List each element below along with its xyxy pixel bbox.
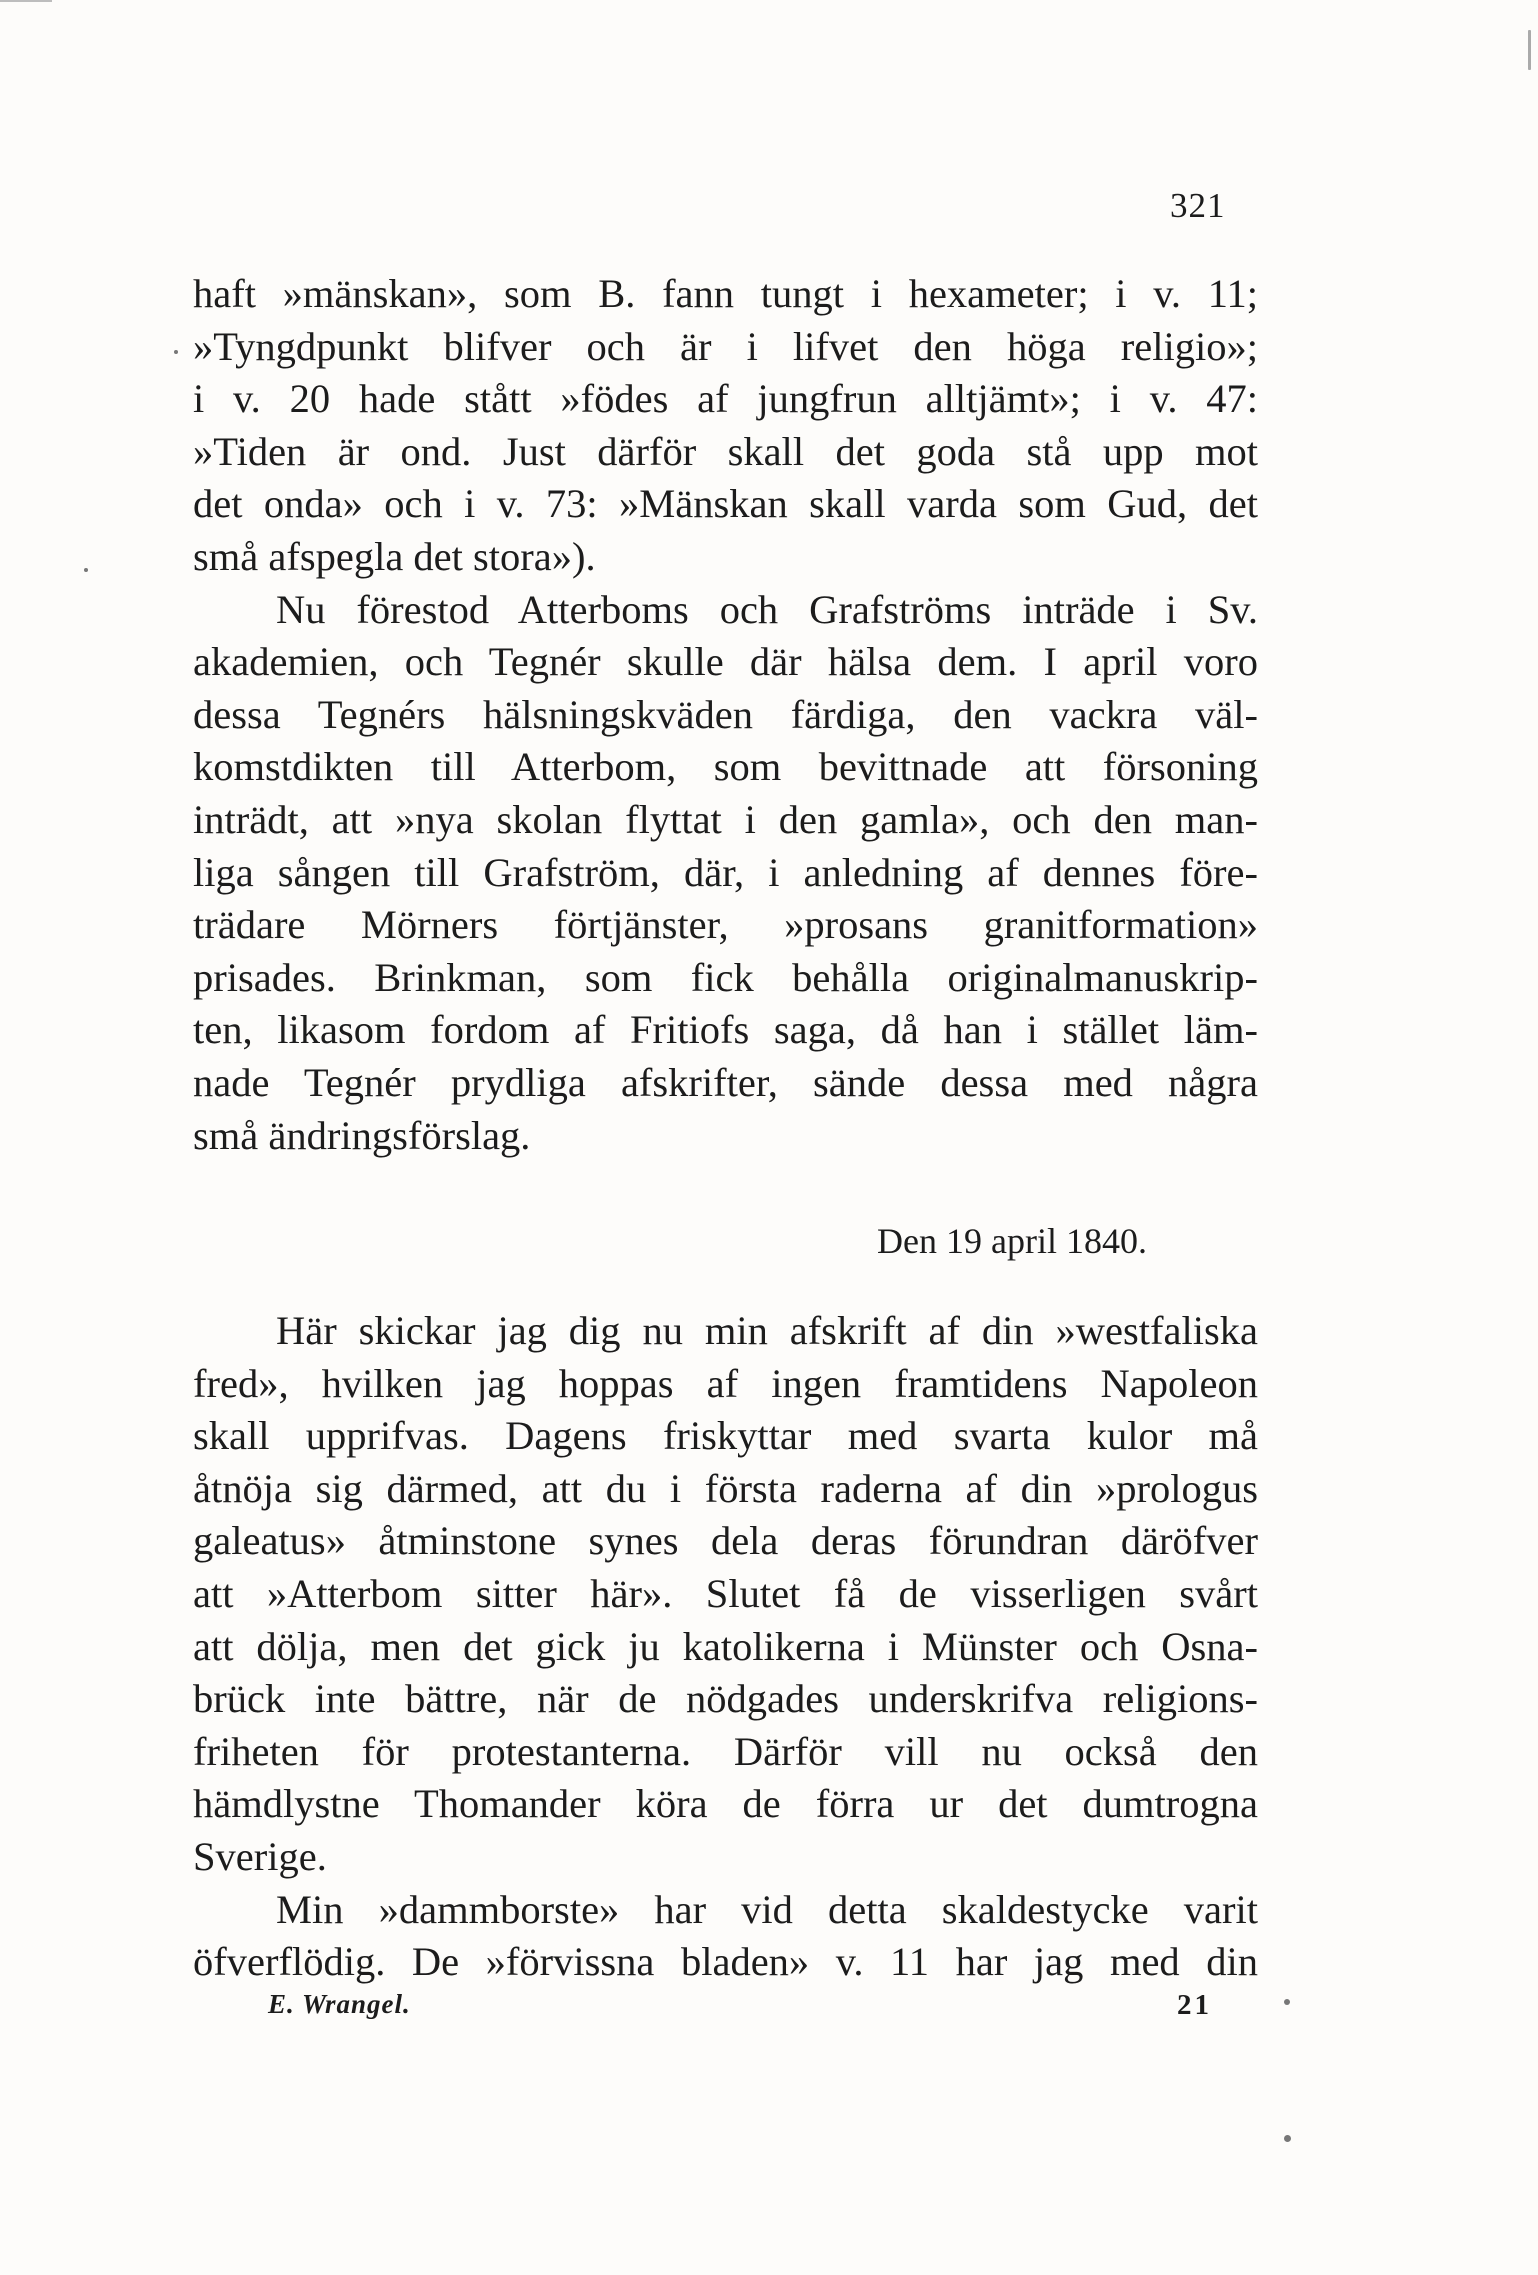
text-line: Sverige. xyxy=(193,1833,327,1879)
paper-speck xyxy=(174,350,178,354)
text-line: brück inte bättre, när de nödgades underskrifva religions- xyxy=(193,1676,1258,1722)
text-line: »Tiden är ond. Just därför skall det goda stå upp mot xyxy=(193,428,1258,474)
text-line: att »Atterbom sitter här». Slutet få de visserligen svårt xyxy=(193,1570,1258,1616)
text-line: hämdlystne Thomander köra de förra ur det dumtrogna xyxy=(193,1781,1258,1827)
text-line: Här skickar jag dig nu min afskrift af din »westfaliska xyxy=(276,1308,1258,1353)
text-line: i v. 20 hade stått »födes af jungfrun alltjämt»; i v. 47: xyxy=(193,376,1258,422)
letter-text-block xyxy=(193,1305,1258,1989)
text-line: inträdt, att »nya skolan flyttat i den gamla», och den man- xyxy=(193,796,1258,842)
printer-signature-mark: E. Wrangel. xyxy=(268,1989,411,2019)
paper-speck xyxy=(1284,1999,1290,2005)
text-line: friheten för protestanterna. Därför vill nu också den xyxy=(193,1728,1258,1774)
text-line: »Tyngdpunkt blifver och är i lifvet den höga religio»; xyxy=(193,323,1258,369)
text-line: små ändringsförslag. xyxy=(193,1112,531,1158)
text-line: komstdikten till Atterbom, som bevittnade att försoning xyxy=(193,744,1258,790)
paragraph-hexameter-notes xyxy=(193,268,1258,584)
page-number: 321 xyxy=(1170,186,1226,225)
text-line: åtnöja sig därmed, att du i första raderna af din »prologus xyxy=(193,1465,1258,1511)
text-line: Min »dammborste» har vid detta skaldestycke varit xyxy=(276,1886,1258,1932)
text-line: akademien, och Tegnér skulle där hälsa dem. I april voro xyxy=(193,639,1258,685)
paragraph-academy-entry xyxy=(193,584,1258,1163)
sheet-number: 21 xyxy=(1177,1989,1212,2021)
text-line: haft »mänskan», som B. fann tungt i hexameter; i v. 11; xyxy=(193,271,1258,316)
main-text-block xyxy=(193,268,1258,1162)
top-edge-rule xyxy=(0,0,52,2)
paper-speck xyxy=(1284,2135,1291,2142)
text-line: fred», hvilken jag hoppas af ingen framtidens Napoleon xyxy=(193,1360,1258,1406)
text-line: att dölja, men det gick ju katolikerna i Münster och Osna- xyxy=(193,1623,1258,1669)
paper-speck xyxy=(84,568,88,572)
text-line: nade Tegnér prydliga afskrifter, sände dessa med några xyxy=(193,1059,1258,1105)
text-line: små afspegla det stora»). xyxy=(193,533,596,579)
text-line: dessa Tegnérs hälsningskväden färdiga, den vackra väl- xyxy=(193,691,1258,737)
paper-speck xyxy=(1528,30,1531,70)
text-line: ten, likasom fordom af Fritiofs saga, då han i stället läm- xyxy=(193,1007,1258,1053)
paragraph-letter-dust-brush xyxy=(193,1884,1258,1989)
letter-dateline: Den 19 april 1840. xyxy=(877,1221,1147,1261)
text-line: skall upprifvas. Dagens friskyttar med svarta kulor må xyxy=(193,1413,1258,1459)
text-line: trädare Mörners förtjänster, »prosans granitformation» xyxy=(193,902,1258,948)
text-line: öfverflödig. De »förvissna bladen» v. 11 har jag med din xyxy=(193,1939,1258,1985)
text-line: prisades. Brinkman, som fick behålla originalmanuskrip- xyxy=(193,954,1258,1000)
paragraph-letter-westfalian-peace xyxy=(193,1305,1258,1884)
text-line: galeatus» åtminstone synes dela deras förundran däröfver xyxy=(193,1518,1258,1564)
text-line: det onda» och i v. 73: »Mänskan skall varda som Gud, det xyxy=(193,481,1258,527)
text-line: liga sången till Grafström, där, i anledning af dennes före- xyxy=(193,849,1258,895)
text-line: Nu förestod Atterboms och Grafströms inträde i Sv. xyxy=(276,586,1258,632)
